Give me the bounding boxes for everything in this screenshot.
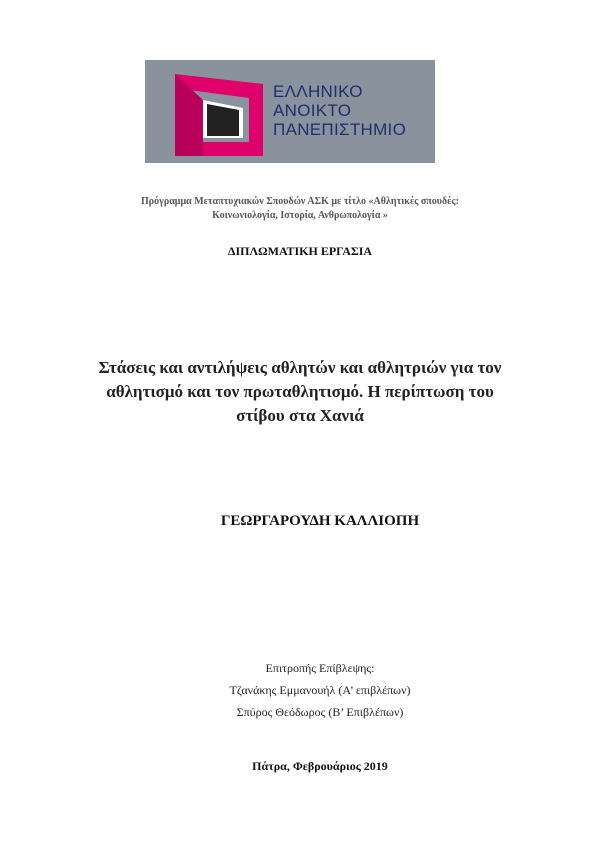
author-name: ΓΕΩΡΓΑΡΟΥΔΗ ΚΑΛΛΙΟΠΗ bbox=[220, 513, 420, 529]
title-line-3: στίβου στα Χανιά bbox=[236, 406, 364, 425]
supervision-committee bbox=[0, 657, 600, 723]
committee-member-2: Σπύρος Θεόδωρος (Β’ Επιβλέπων) bbox=[236, 705, 404, 719]
thesis-type-heading: ΔΙΠΛΩΜΑΤΙΚΗ ΕΡΓΑΣΙΑ bbox=[227, 244, 373, 258]
committee-member-1: Τζανάκης Εμμανουήλ (Α’ επιβλέπων) bbox=[229, 683, 411, 697]
program-line-2: Κοινωνιολογία, Ιστορία, Ανθρωπολογία » bbox=[212, 210, 388, 221]
place-and-date: Πάτρα, Φεβρουάριος 2019 bbox=[252, 759, 388, 773]
title-line-1: Στάσεις και αντιλήψεις αθλητών και αθλητριών για τον bbox=[98, 358, 502, 377]
logo-wordmark bbox=[273, 82, 406, 139]
title-line-2: αθλητισμό και τον πρωταθλητισμό. Η περίπτωση του bbox=[106, 382, 494, 401]
logo-emblem-icon bbox=[145, 60, 273, 163]
committee-heading: Επιτροπής Επίβλεψης: bbox=[265, 661, 375, 675]
logo-line-1: ΕΛΛΗΝΙΚΟ bbox=[273, 82, 363, 101]
university-logo bbox=[145, 60, 435, 163]
program-line-1: Πρόγραμμα Μεταπτυχιακών Σπουδών ΑΣΚ με τίτλο «Αθλητικές σπουδές: bbox=[141, 196, 459, 207]
thesis-title bbox=[70, 356, 530, 428]
logo-line-3: ΠΑΝΕΠΙΣΤΗΜΙΟ bbox=[273, 120, 407, 139]
logo-line-2: ΑΝΟΙΚΤΟ bbox=[273, 101, 352, 120]
program-description bbox=[60, 195, 540, 223]
